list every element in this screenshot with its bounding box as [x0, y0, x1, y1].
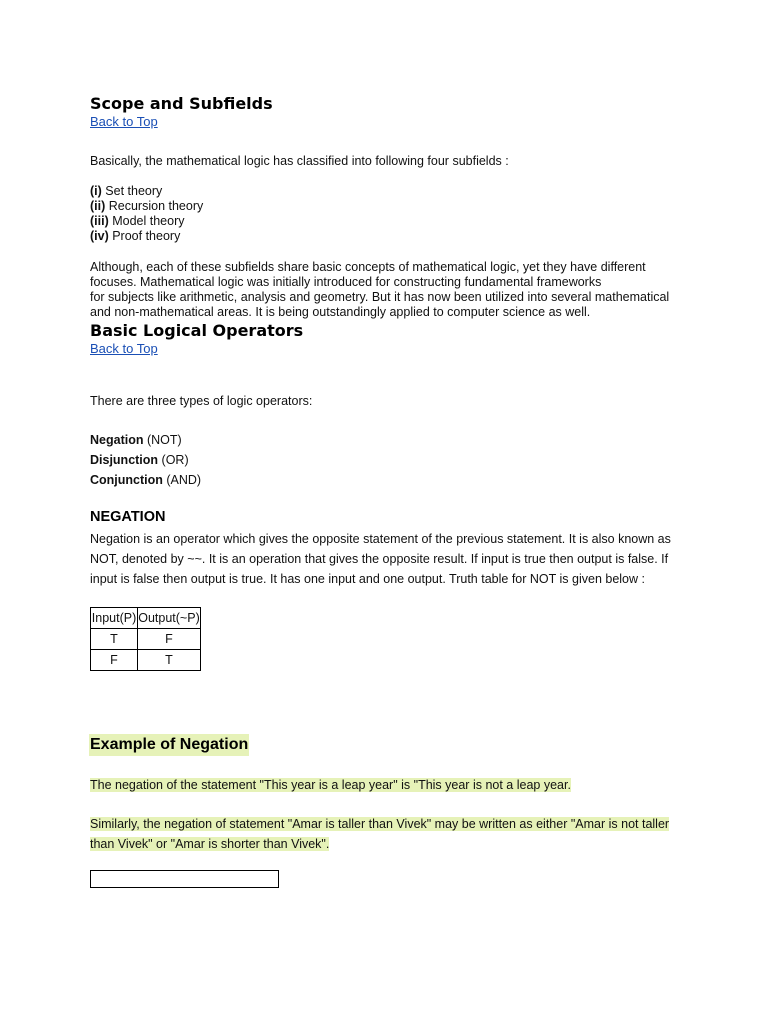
- empty-input-box: [90, 870, 279, 888]
- example-line: [90, 778, 571, 793]
- scope-paragraph: [90, 260, 669, 320]
- paragraph-line: for subjects like arithmetic, analysis and geometry. But it has now been utilized into several mathematical: [90, 290, 670, 304]
- list-item-number: (iii): [90, 214, 109, 228]
- table-row: [91, 629, 201, 650]
- highlighted-text: The negation of the statement "This year is a leap year" is "This year is not a leap year.: [90, 778, 571, 792]
- operators-list: [90, 430, 201, 490]
- list-item-text: Proof theory: [108, 229, 181, 243]
- paragraph-line: Although, each of these subfields share basic concepts of mathematical logic, yet they have different: [90, 260, 646, 274]
- scope-heading: Scope and Subfields: [90, 94, 273, 113]
- operators-back-to-top-link[interactable]: Back to Top: [90, 341, 158, 356]
- list-item: [90, 199, 203, 214]
- table-header-row: [91, 608, 201, 629]
- scope-back-to-top-link[interactable]: Back to Top: [90, 114, 158, 129]
- operator-name: Conjunction: [90, 473, 163, 487]
- paragraph-line: [90, 834, 669, 854]
- list-item: [90, 470, 201, 490]
- list-item: [90, 184, 203, 199]
- list-item-text: Recursion theory: [105, 199, 204, 213]
- example-paragraph: [90, 814, 669, 854]
- operator-name: Negation: [90, 433, 144, 447]
- subfields-list: [90, 184, 203, 244]
- operators-intro: There are three types of logic operators:: [90, 394, 313, 408]
- table-row: [91, 650, 201, 671]
- list-item-number: (iv): [90, 229, 109, 243]
- table-cell: F: [138, 629, 201, 650]
- operator-keyword: (OR): [158, 453, 189, 467]
- table-cell: T: [91, 629, 138, 650]
- list-item: [90, 450, 201, 470]
- paragraph-line: NOT, denoted by ~~. It is an operation that gives the opposite result. If input is true then output is false. If: [90, 552, 669, 566]
- paragraph-line: focuses. Mathematical logic was initially introduced for constructing fundamental frameworks: [90, 275, 602, 289]
- negation-heading: NEGATION: [90, 509, 166, 525]
- table-cell: T: [138, 650, 201, 671]
- list-item: [90, 430, 201, 450]
- list-item-text: Model theory: [108, 214, 185, 228]
- operator-keyword: (NOT): [143, 433, 182, 447]
- operators-heading: Basic Logical Operators: [90, 321, 304, 340]
- example-heading: Example of Negation: [89, 734, 249, 756]
- table-header: Input(P): [91, 608, 138, 629]
- paragraph-line: [90, 814, 669, 834]
- list-item: [90, 229, 203, 244]
- paragraph-line: Negation is an operator which gives the opposite statement of the previous statement. It is also known as: [90, 532, 671, 546]
- scope-intro: Basically, the mathematical logic has classified into following four subfields :: [90, 154, 509, 168]
- highlighted-text: than Vivek" or "Amar is shorter than Vivek".: [90, 837, 330, 851]
- paragraph-line: input is false then output is true. It has one input and one output. Truth table for NOT is given below :: [90, 572, 645, 586]
- operator-name: Disjunction: [90, 453, 159, 467]
- list-item-text: Set theory: [101, 184, 163, 198]
- highlighted-text: Similarly, the negation of statement "Amar is taller than Vivek" may be written as either "Amar is not taller: [90, 817, 670, 831]
- paragraph-line: and non-mathematical areas. It is being outstandingly applied to computer science as well.: [90, 305, 591, 319]
- table-cell: F: [91, 650, 138, 671]
- truth-table: [90, 607, 201, 671]
- list-item-number: (i): [90, 184, 102, 198]
- list-item: [90, 214, 203, 229]
- table-header: Output(~P): [138, 608, 201, 629]
- operator-keyword: (AND): [162, 473, 202, 487]
- list-item-number: (ii): [90, 199, 106, 213]
- negation-paragraph: [90, 529, 671, 589]
